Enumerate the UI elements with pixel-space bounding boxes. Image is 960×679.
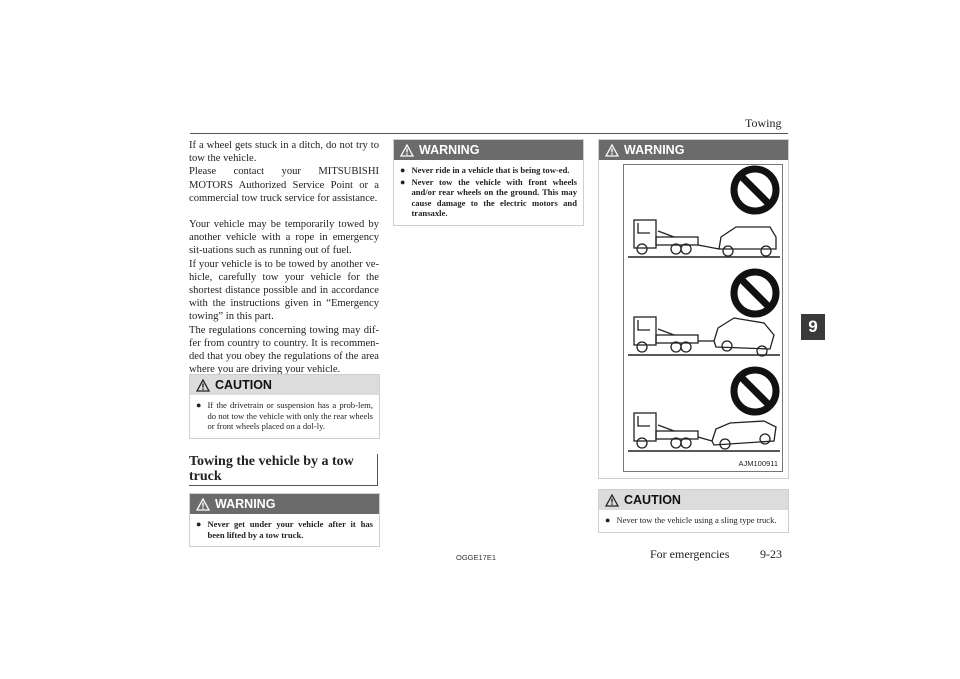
warning-box-riding-towing xyxy=(393,139,584,226)
document-code: OGGE17E1 xyxy=(456,553,497,562)
prohibited-sign-icon xyxy=(734,370,776,412)
bullet-dot-icon: ● xyxy=(196,400,202,410)
bullet-dot-icon: ● xyxy=(400,176,406,187)
intro-text xyxy=(189,139,379,376)
caution-title: CAUTION xyxy=(624,493,681,507)
header-divider xyxy=(190,133,788,134)
caution-item-text: If the drivetrain or suspension has a prob-lem, do not tow the vehicle with only the rear wheels or front wheels placed on a dol-ly. xyxy=(207,400,373,431)
intro-paragraph-4: If your vehicle is to be towed by another ve-hicle, carefully tow your vehicle for the shortest distance possible and in accordance with the instructions given in “Emergency towing” in this part. xyxy=(189,258,379,323)
running-header-title: Towing xyxy=(745,116,782,130)
warning-item-text: Never ride in a vehicle that is being tow-ed. xyxy=(411,165,570,175)
figure-code: AJM100911 xyxy=(738,459,778,468)
page-number: 9-23 xyxy=(760,547,782,561)
intro-paragraph-2: Please contact your MITSUBISHI MOTORS Authorized Service Point or a commercial tow truck service for assistance. xyxy=(189,166,379,204)
caution-item-text: Never tow the vehicle using a sling type truck. xyxy=(616,515,777,525)
bullet-dot-icon: ● xyxy=(196,519,202,529)
warning-item xyxy=(400,177,577,219)
caution-header xyxy=(190,375,379,395)
warning-title: WARNING xyxy=(215,497,276,511)
warning-triangle-icon xyxy=(605,144,619,157)
warning-box-illustration xyxy=(598,139,789,479)
caution-box-drivetrain xyxy=(189,374,380,439)
warning-header xyxy=(599,140,788,160)
tow-truck-scene-1 xyxy=(634,220,776,256)
bullet-dot-icon: ● xyxy=(400,165,406,175)
intro-paragraph-5: The regulations concerning towing may dif-fer from country to country. It is recommen-ded that you obey the regulations of the area where you are driving your vehicle. xyxy=(189,324,379,376)
warning-triangle-icon xyxy=(196,498,210,511)
tow-truck-diagram xyxy=(624,165,782,471)
warning-item-text: Never tow the vehicle with front wheels and/or rear wheels on the ground. This may cause damage to the electric motors and transaxle. xyxy=(411,176,577,218)
warning-triangle-icon xyxy=(605,494,619,507)
warning-item-text: Never get under your vehicle after it has been lifted by a tow truck. xyxy=(207,519,373,540)
tow-truck-scene-2 xyxy=(634,317,774,356)
warning-title: WARNING xyxy=(419,143,480,157)
warning-title: WARNING xyxy=(624,143,685,157)
footer-section-name: For emergencies xyxy=(650,547,730,561)
warning-item xyxy=(400,165,577,176)
caution-header xyxy=(599,490,788,510)
warning-triangle-icon xyxy=(196,379,210,392)
tow-truck-scene-3 xyxy=(634,413,776,449)
caution-title: CAUTION xyxy=(215,378,272,392)
section-heading: Towing the vehicle by a tow truck xyxy=(189,454,378,486)
warning-header xyxy=(394,140,583,160)
caution-item xyxy=(605,515,782,526)
caution-item xyxy=(196,400,373,432)
section-number-tab: 9 xyxy=(801,314,825,340)
warning-header xyxy=(190,494,379,514)
bullet-dot-icon: ● xyxy=(605,515,611,525)
prohibited-sign-icon xyxy=(734,272,776,314)
warning-triangle-icon xyxy=(400,144,414,157)
intro-paragraph-3: Your vehicle may be temporarily towed by another vehicle with a rope in emergency sit-uations such as running out of fuel. xyxy=(189,219,379,257)
warning-box-lifted xyxy=(189,493,380,547)
caution-box-sling-truck xyxy=(598,489,789,533)
intro-paragraph-1: If a wheel gets stuck in a ditch, do not try to tow the vehicle. xyxy=(189,140,379,165)
prohibited-sign-icon xyxy=(734,169,776,211)
warning-item xyxy=(196,519,373,540)
towing-prohibited-illustration xyxy=(623,164,783,472)
